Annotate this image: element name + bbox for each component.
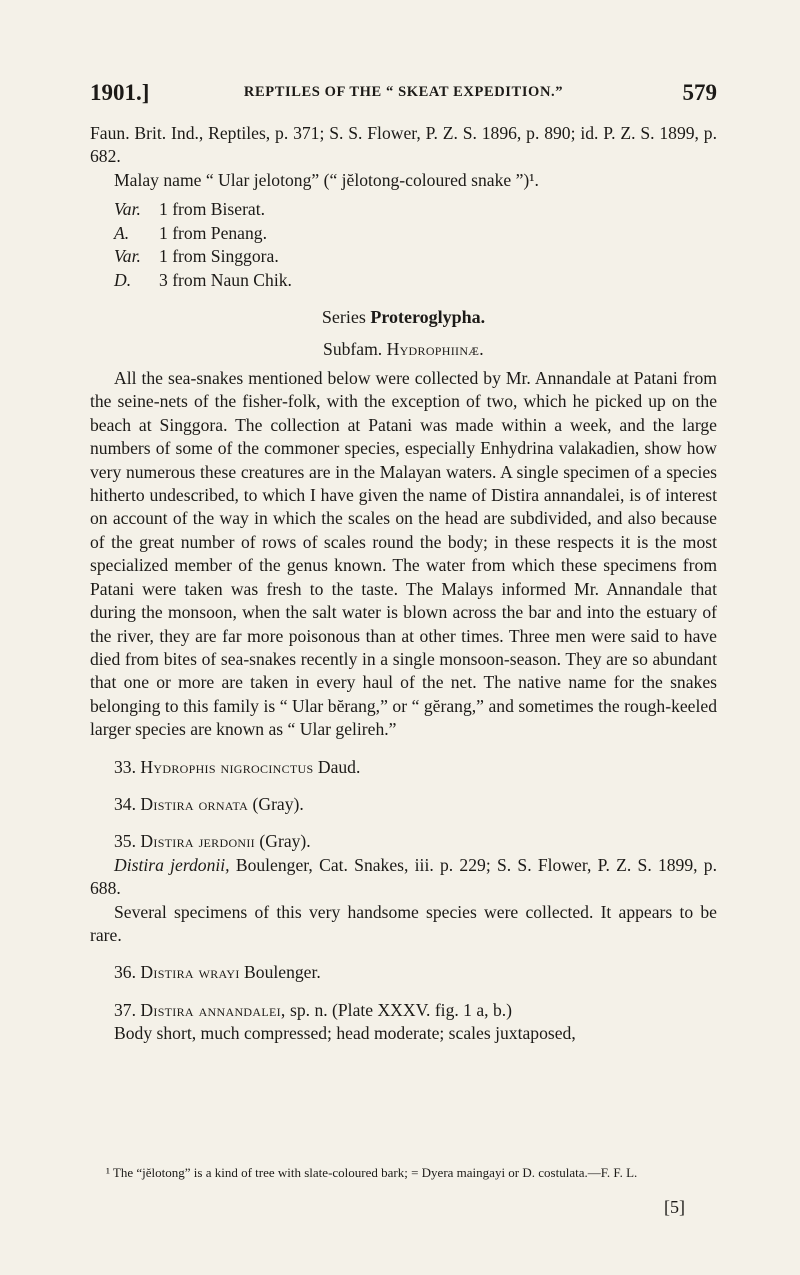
header-page-number: 579 — [682, 80, 717, 105]
subfamily-name: Hydrophiinæ. — [386, 338, 484, 359]
variant-text: 1 from Singgora. — [159, 246, 279, 267]
entry-35-citation — [90, 854, 717, 901]
entry-authority: Daud. — [317, 756, 361, 777]
entry-35-note: Several specimens of this very handsome species were collected. It appears to be rare. — [90, 901, 717, 945]
variant-label — [114, 269, 159, 293]
header-title: REPTILES OF THE “ SKEAT EXPEDITION.” — [243, 84, 564, 100]
variant-text: 3 from Naun Chik. — [159, 269, 292, 290]
series-name: Proteroglypha. — [370, 307, 486, 328]
entry-species: Distira ornata — [140, 793, 249, 814]
entry-35-cite-name: Distira jerdonii, — [114, 854, 230, 875]
entry-authority: Boulenger. — [244, 962, 321, 983]
variant-row — [114, 222, 717, 246]
variant-label: Var. A. — [114, 199, 141, 243]
entry-34 — [114, 793, 717, 816]
entry-species: Hydrophis nigrocinctus — [140, 756, 314, 777]
entry-number: 36. — [114, 962, 136, 983]
page-body — [90, 122, 717, 1046]
entry-37-description: Body short, much compressed; head moderate; scales juxtaposed, — [114, 1023, 576, 1044]
footnote-text: ¹ The “jĕlotong” is a kind of tree with slate-coloured bark; = Dyera maingayi or D. costulata.—F. F. L. — [106, 1165, 638, 1180]
entry-species: Distira annandalei, — [140, 999, 286, 1020]
variant-label: Var. D. — [114, 246, 141, 290]
entry-number: 33. — [114, 756, 136, 777]
variant-row — [114, 269, 717, 293]
running-header — [90, 80, 717, 110]
variant-text: 1 from Penang. — [159, 222, 267, 243]
subfamily-heading — [90, 338, 717, 361]
variant-text: 1 from Biserat. — [159, 199, 266, 220]
entry-33 — [114, 756, 717, 779]
subfamily-prefix: Subfam. — [323, 338, 383, 359]
entry-number: 34. — [114, 793, 136, 814]
header-year: 1901.] — [90, 80, 150, 105]
variant-label — [114, 222, 159, 246]
entry-35-cite-text: Boulenger, Cat. Snakes, iii. p. 229; S. S. Flower, P. Z. S. 1899, p. 688. — [90, 854, 718, 899]
entry-authority: sp. n. (Plate XXXV. fig. 1 a, b.) — [290, 999, 513, 1020]
page-marker: [5] — [664, 1197, 685, 1217]
entry-35 — [114, 830, 717, 853]
entry-authority: (Gray). — [252, 793, 304, 814]
malay-name-line: Malay name “ Ular jelotong” (“ jĕlotong-coloured snake ”)¹. — [114, 169, 539, 190]
main-paragraph: All the sea-snakes mentioned below were collected by Mr. Annandale at Patani from the seine-nets of the fisher-folk, with the exception of two, which he picked up on the beach at Singgora. The collection at Patani was made within a week, and the large numbers of some of the commoner species, especially Enhydrina valakadien, show how very numerous these creatures are in the Malayan waters. A single specimen of a species hitherto undescribed, to which I have given the name of Distira annandalei, is of interest on account of the way in which the scales on the head are subdivided, and also because of the great number of rows of scales round the body; in these respects it is the most specialized member of the genus known. The water from which these specimens from Patani were taken was fresh to the taste. The Malays informed Mr. Annandale that during the monsoon, when the salt water is blown across the bar and into the estuary of the river, they are far more poisonous than at other times. Three men were said to have died from bites of sea-snakes recently in a single monsoon-season. They are so abundant that one or more are taken in every haul of the net. The native name for the snakes belonging to this family is “ Ular bĕrang,” or “ gĕrang,” and sometimes the rough-keeled larger species are known as “ Ular gelireh.” — [90, 368, 717, 740]
entry-species: Distira jerdonii — [140, 831, 255, 852]
entry-authority: (Gray). — [259, 831, 311, 852]
series-prefix: Series — [321, 307, 366, 328]
entry-37 — [114, 999, 717, 1022]
citation-paragraph: Faun. Brit. Ind., Reptiles, p. 371; S. S. Flower, P. Z. S. 1896, p. 890; id. P. Z. S. 1899, p. 682. — [90, 123, 717, 167]
entry-number: 37. — [114, 999, 136, 1020]
entry-number: 35. — [114, 831, 136, 852]
entry-species: Distira wrayi — [140, 962, 240, 983]
footnote — [90, 1164, 717, 1181]
series-heading — [90, 306, 717, 329]
variant-list — [114, 198, 717, 292]
entry-36 — [114, 961, 717, 984]
